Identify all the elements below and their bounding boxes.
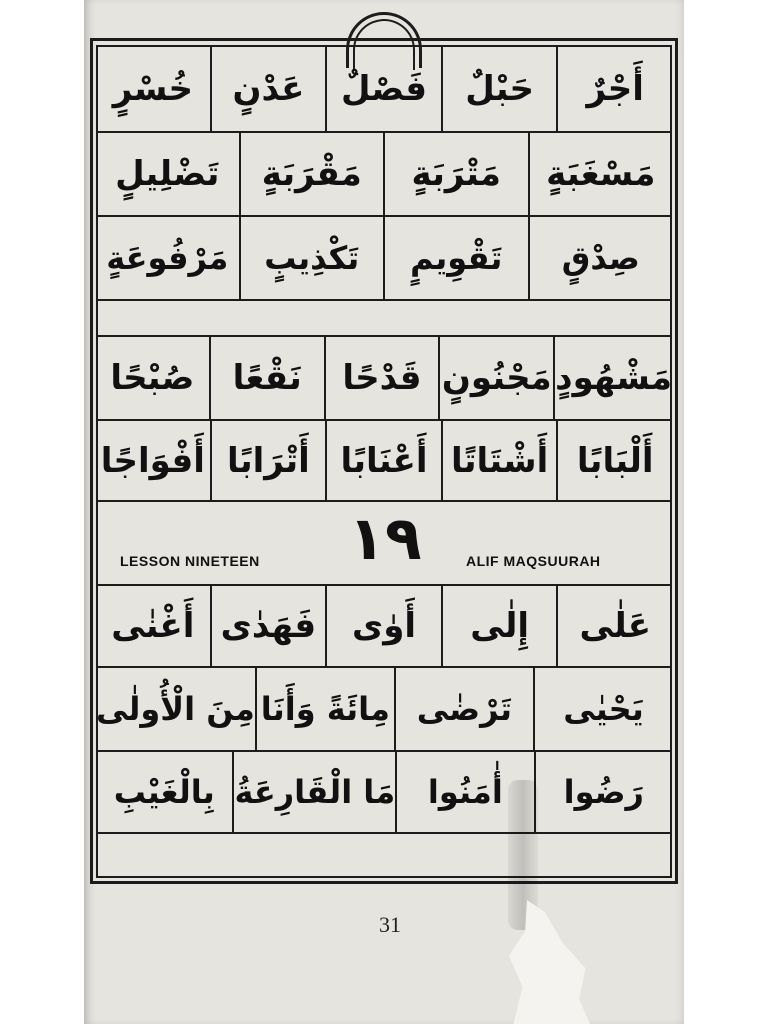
word-cell: أَوٰى — [325, 586, 441, 666]
word-cell: فَصْلٌ — [325, 47, 441, 131]
word-cell: قَدْحًا — [324, 337, 439, 419]
word-cell: أَشْتَاتًا — [441, 421, 557, 500]
word-cell: عَدْنٍ — [210, 47, 326, 131]
word-cell: يَحْيٰى — [533, 668, 672, 750]
word-cell: مَا الْقَارِعَةُ — [232, 752, 395, 832]
word-cell: أَعْنَابًا — [325, 421, 441, 500]
word-cell: مَقْرَبَةٍ — [239, 133, 384, 215]
word-row — [96, 421, 672, 502]
word-row — [96, 47, 672, 133]
word-cell: أَتْرَابًا — [210, 421, 326, 500]
word-cell: صِدْقٍ — [528, 217, 673, 299]
word-row — [96, 752, 672, 834]
word-cell: خُسْرٍ — [112, 69, 193, 109]
word-cell: مَشْهُودٍ — [553, 337, 672, 419]
word-row — [96, 133, 672, 217]
word-cell: أَجْرٌ — [556, 47, 672, 131]
word-cell: تَضْلِيلٍ — [115, 154, 220, 194]
word-cell: حَبْلٌ — [441, 47, 557, 131]
word-cell: مَرْفُوعَةٍ — [106, 239, 229, 277]
word-cell: أَفْوَاجًا — [100, 440, 205, 481]
word-cell: نَقْعًا — [209, 337, 324, 419]
blank-row — [96, 301, 672, 337]
word-cell: صُبْحًا — [110, 358, 195, 398]
page-number: 31 — [379, 912, 401, 937]
word-cell: فَهَدٰى — [210, 586, 326, 666]
lesson-number: ١٩ — [348, 504, 422, 574]
blank-row — [96, 834, 672, 874]
word-cell: بِالْغَيْبِ — [113, 773, 215, 811]
word-row — [96, 217, 672, 301]
word-cell: مِنَ الْأُولٰى — [95, 690, 255, 728]
word-cell: مَجْنُونٍ — [438, 337, 553, 419]
word-cell: عَلٰى — [556, 586, 672, 666]
word-row — [96, 668, 672, 752]
word-cell: مَسْغَبَةٍ — [528, 133, 673, 215]
word-cell: تَقْوِيمٍ — [383, 217, 528, 299]
word-cell: مِائَةً وَأَنَا — [255, 668, 394, 750]
word-cell: تَكْذِيبٍ — [239, 217, 384, 299]
word-row — [96, 337, 672, 421]
word-cell: أَلْبَابًا — [556, 421, 672, 500]
word-cell: مَتْرَبَةٍ — [383, 133, 528, 215]
word-cell: أَغْنٰى — [111, 606, 195, 646]
word-cell: أٰمَنُوا — [395, 752, 533, 832]
word-cell: إِلٰى — [441, 586, 557, 666]
lesson-label: LESSON NINETEEN — [120, 553, 260, 569]
topic-label: ALIF MAQSUURAH — [466, 553, 601, 569]
word-cell: تَرْضٰى — [394, 668, 533, 750]
word-cell: رَضُوا — [534, 752, 672, 832]
word-row — [96, 586, 672, 668]
